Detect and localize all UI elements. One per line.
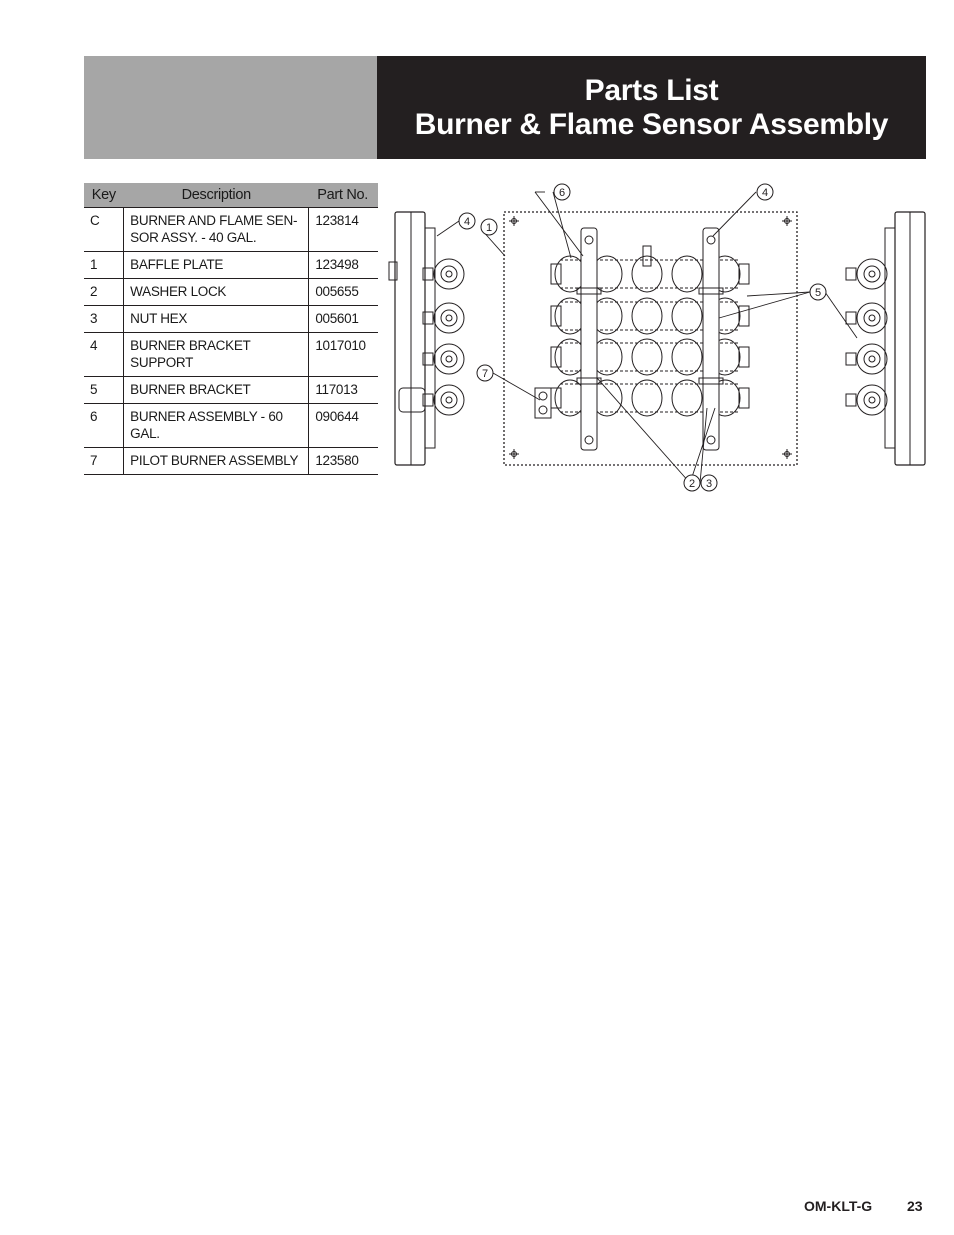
description-cell: BURNER AND FLAME SEN-SOR ASSY. - 40 GAL. <box>124 208 309 252</box>
table-row <box>84 333 378 377</box>
svg-text:5: 5 <box>814 287 822 299</box>
title-line-1: Parts List <box>584 73 719 107</box>
table-row <box>84 279 378 306</box>
part-no-cell: 123580 <box>309 448 378 475</box>
callout-3 <box>701 475 717 491</box>
svg-text:4: 4 <box>761 187 769 199</box>
key-cell: 5 <box>84 377 124 404</box>
header-gray-block <box>84 56 377 159</box>
callout-2 <box>684 475 700 491</box>
svg-text:2: 2 <box>688 478 696 490</box>
svg-text:3: 3 <box>705 478 713 490</box>
callout-4-left <box>459 213 475 229</box>
part-no-cell: 123498 <box>309 252 378 279</box>
left-side-view <box>389 212 464 465</box>
callout-labels <box>459 184 826 491</box>
part-no-cell: 090644 <box>309 404 378 448</box>
column-header-description: Description <box>124 183 309 208</box>
key-cell: 4 <box>84 333 124 377</box>
description-cell: PILOT BURNER ASSEMBLY <box>124 448 309 475</box>
part-no-cell: 005655 <box>309 279 378 306</box>
svg-text:7: 7 <box>481 368 489 380</box>
description-cell: BAFFLE PLATE <box>124 252 309 279</box>
right-side-view <box>846 212 925 465</box>
table-row <box>84 208 378 252</box>
callout-6 <box>554 184 570 200</box>
part-no-cell: 1017010 <box>309 333 378 377</box>
callouts <box>437 192 857 483</box>
svg-text:6: 6 <box>558 187 566 199</box>
front-view <box>504 212 797 465</box>
callout-1 <box>481 219 497 235</box>
key-cell: 1 <box>84 252 124 279</box>
column-header-key: Key <box>84 183 124 208</box>
key-cell: 7 <box>84 448 124 475</box>
callout-7 <box>477 365 493 381</box>
burner-assembly-diagram <box>385 178 930 498</box>
description-cell: NUT HEX <box>124 306 309 333</box>
part-no-cell: 117013 <box>309 377 378 404</box>
title-line-2: Burner & Flame Sensor Assembly <box>414 107 889 141</box>
page-title <box>377 56 926 159</box>
table-row <box>84 448 378 475</box>
key-cell: 3 <box>84 306 124 333</box>
description-cell: BURNER BRACKET SUPPORT <box>124 333 309 377</box>
svg-text:4: 4 <box>463 216 471 228</box>
table-header-row <box>84 183 378 208</box>
key-cell: 6 <box>84 404 124 448</box>
parts-table <box>84 183 378 475</box>
svg-text:1: 1 <box>485 222 493 234</box>
table-row <box>84 377 378 404</box>
table-row <box>84 306 378 333</box>
part-no-cell: 005601 <box>309 306 378 333</box>
part-no-cell: 123814 <box>309 208 378 252</box>
callout-4-top <box>757 184 773 200</box>
document-code: OM-KLT-G <box>804 1198 873 1214</box>
table-row <box>84 252 378 279</box>
callout-5 <box>810 284 826 300</box>
description-cell: WASHER LOCK <box>124 279 309 306</box>
page-number: 23 <box>907 1198 923 1214</box>
column-header-part-no: Part No. <box>309 183 378 208</box>
key-cell: C <box>84 208 124 252</box>
key-cell: 2 <box>84 279 124 306</box>
description-cell: BURNER BRACKET <box>124 377 309 404</box>
table-row <box>84 404 378 448</box>
description-cell: BURNER ASSEMBLY - 60 GAL. <box>124 404 309 448</box>
